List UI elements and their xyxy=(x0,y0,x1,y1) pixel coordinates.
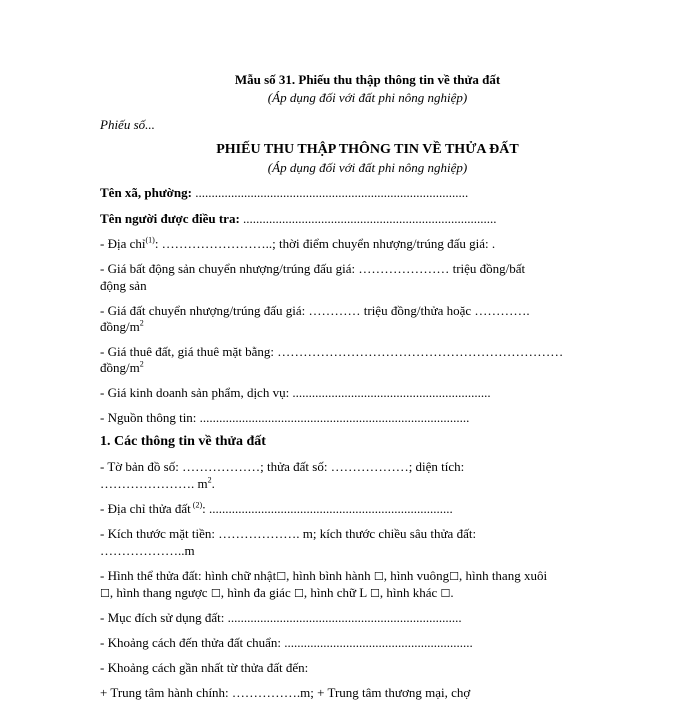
map-sheet-area: …………………. m xyxy=(100,476,208,491)
form-number: Phiếu số... xyxy=(100,117,155,132)
checkbox-parallelogram[interactable]: ☐ xyxy=(373,570,384,583)
address-prefix: - Địa chỉ xyxy=(100,236,146,251)
map-sheet-end: . xyxy=(211,476,215,491)
shape-parallelogram-label: , hình bình hành xyxy=(286,568,371,583)
address-rest: : ……………………..; thời điểm chuyển nhượng/trúng đấu giá: . xyxy=(154,236,496,251)
checkbox-inverted-trapezoid[interactable]: ☐ xyxy=(210,587,221,600)
rent-sup: 2 xyxy=(139,359,144,369)
shape-trapezoid-label: , hình thang xuôi xyxy=(458,568,548,583)
land-price-line1: - Giá đất chuyển nhượng/trúng đấu giá: ………… triệu đồng/thửa hoặc …………. xyxy=(100,303,530,318)
plot-address-field xyxy=(100,500,635,518)
shape-end: . xyxy=(450,585,454,600)
rent-line1: - Giá thuê đất, giá thuê mặt bằng: ………………………………………………………… xyxy=(100,344,564,359)
purpose-field: - Mục đích sử dụng đất: ........................................................................ xyxy=(100,610,462,625)
shape-square-label: , hình vuông xyxy=(383,568,450,583)
checkbox-rectangle[interactable]: ☐ xyxy=(276,570,287,583)
shape-polygon-label: , hình đa giác xyxy=(220,585,291,600)
surveyed-label: Tên người được điều tra: xyxy=(100,211,240,226)
shape-l-label: , hình chữ L xyxy=(303,585,367,600)
address-field xyxy=(100,235,635,253)
checkbox-square[interactable]: ☐ xyxy=(449,570,459,583)
rent-line2 xyxy=(100,359,635,377)
map-sheet-line1: - Tờ bản đồ số: ………………; thửa đất số: ………………; diện tích: xyxy=(100,459,465,474)
map-sheet-sup: 2 xyxy=(207,475,212,485)
frontage-line2: ………………..m xyxy=(100,543,195,558)
commune-dots: .................................................................................... xyxy=(191,185,469,200)
address-footnote: (1) xyxy=(145,235,155,245)
shape-rectangle-label: - Hình thể thửa đất: hình chữ nhật xyxy=(100,568,277,583)
form-subtitle: (Áp dụng đối với đất phi nông nghiệp) xyxy=(267,90,468,105)
surveyed-dots: .............................................................................. xyxy=(239,211,497,226)
section1-heading: 1. Các thông tin về thửa đất xyxy=(100,434,266,449)
land-price-unit: đồng/m xyxy=(100,319,140,334)
plot-address-rest: : ........................................................................... xyxy=(202,501,453,516)
checkbox-polygon[interactable]: ☐ xyxy=(293,587,304,600)
checkbox-trapezoid[interactable]: ☐ xyxy=(100,587,110,600)
admin-center-field: + Trung tâm hành chính: …………….m; + Trung tâm thương mại, chợ xyxy=(100,685,471,700)
land-price-sup: 2 xyxy=(139,318,144,328)
map-sheet-line2 xyxy=(100,475,635,493)
nearest-distance-field: - Khoảng cách gần nhất từ thửa đất đến: xyxy=(100,660,309,675)
checkbox-other[interactable]: ☐ xyxy=(440,587,451,600)
frontage-line1: - Kích thước mặt tiền: ………………. m; kích thước chiều sâu thửa đất: xyxy=(100,526,477,541)
commune-field xyxy=(100,184,635,202)
distance-standard-field: - Khoảng cách đến thửa đất chuẩn: .......................................................... xyxy=(100,635,473,650)
real-estate-price-line2: động sản xyxy=(100,278,147,293)
real-estate-price-line1: - Giá bất động sản chuyển nhượng/trúng đấu giá: ………………… triệu đồng/bất xyxy=(100,261,526,276)
plot-address-footnote: (2) xyxy=(190,500,203,510)
land-price-line2 xyxy=(100,318,635,336)
plot-address-prefix: - Địa chỉ thửa đất xyxy=(100,501,191,516)
checkbox-l-shape[interactable]: ☐ xyxy=(370,587,380,600)
source-field: - Nguồn thông tin: ................................................................................... xyxy=(100,410,470,425)
form-title: Mẫu số 31. Phiếu thu thập thông tin về thửa đất xyxy=(234,72,501,87)
main-subtitle: (Áp dụng đối với đất phi nông nghiệp) xyxy=(267,160,468,175)
surveyed-field xyxy=(100,210,635,228)
business-field: - Giá kinh doanh sản phẩm, dịch vụ: ............................................................. xyxy=(100,385,491,400)
shape-line2 xyxy=(100,584,635,603)
shape-inverted-trapezoid-label: , hình thang ngược xyxy=(109,585,208,600)
rent-unit: đồng/m xyxy=(100,360,140,375)
main-title: PHIẾU THU THẬP THÔNG TIN VỀ THỬA ĐẤT xyxy=(216,142,519,157)
shape-other-label: , hình khác xyxy=(379,585,438,600)
commune-label: Tên xã, phường: xyxy=(100,185,192,200)
